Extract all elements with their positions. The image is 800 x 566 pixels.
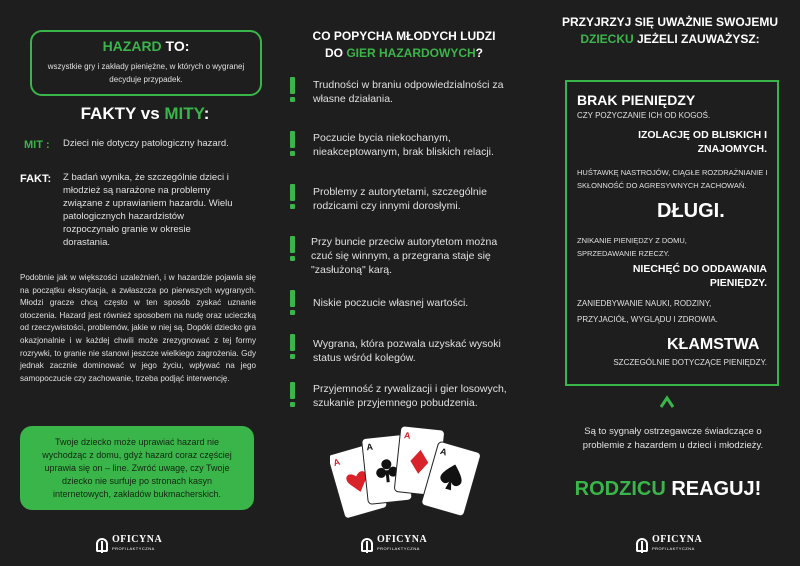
reason-item: Trudności w braniu odpowiedzialności za własne działania.	[313, 79, 504, 105]
online-gambling-text: Twoje dziecko może uprawiać hazard nie wychodząc z domu, gdyż hazard coraz częściej uprawia się on – line. Zwróć uwagę, czy Twoje dziecko nie surfuje po stronach kasyn internetowych, zakładów bukmacherskich.	[42, 437, 232, 499]
sign-no-money: BRAK PIENIĘDZY	[577, 92, 696, 108]
body-paragraph: Podobnie jak w większości uzależnień, i w hazardzie pojawia się na początku ekscytacja, a zwłaszcza po pierwszych wygranych. Młodzi gracze chcą często w ten sposób zyskać uznanie otoczenia. Hazard jest również sposobem na nudę oraz ucieczką od rzeczywistości, problemów, jakie w niej są. Dopóki dziecko gra okazjonalnie i w każdej chwili może zrezygnować z tej formy rozrywki, to granie nie stanowi jeszcze wielkiego zagrożenia. Gdy jednak zacznie dominować w jego życiu, wpływać na jego samopoczucie czy zachowanie, trzeba podjąć interwencję.	[20, 273, 256, 383]
reason-item: Problemy z autorytetami, szczególnie rodzicami czy innymi dorosłymi.	[313, 186, 487, 212]
svg-text:A: A	[439, 446, 449, 458]
sign-reluctance: NIECHĘĆ DO ODDAWANIA PIENIĘDZY.	[632, 263, 767, 289]
svg-text:A: A	[365, 441, 374, 453]
exclamation-icon	[287, 382, 297, 407]
online-gambling-box	[20, 426, 254, 510]
logo-right: OFICYNA PROFILAKTYCZNA	[636, 536, 702, 553]
right-title: PRZYJRZYJ SIĘ UWAŻNIE SWOJEMU DZIECKU JEŻELI ZAUWAŻYSZ:	[561, 15, 779, 46]
exclamation-icon	[287, 184, 297, 209]
hazard-definition-box	[30, 30, 262, 96]
fact-text: Z badań wynika, że szczególnie dzieci i młodzież są narażone na problemy związane z uprawianiem hazardu. Wielu patologicznych hazardzistów rozpoczynało granie w okresie dorastania.	[63, 172, 233, 248]
reason-item: Przyjemność z rywalizacji i gier losowych, szukanie przyjemnego pobudzenia.	[313, 383, 507, 409]
logo-middle: OFICYNA PROFILAKTYCZNA	[361, 536, 427, 553]
svg-text:A: A	[403, 430, 412, 441]
sign-isolation: IZOLACJĘ OD BLISKICH I ZNAJOMYCH.	[638, 129, 767, 155]
sign-lies-detail: SZCZEGÓLNIE DOTYCZĄCE PIENIĘDZY.	[613, 358, 767, 367]
exclamation-icon	[287, 236, 297, 261]
sign-debts: DŁUGI.	[657, 200, 725, 222]
reason-item: Przy buncie przeciw autorytetom można czuć się winnym, a przegrana staje się "zasłużoną" karą.	[311, 236, 498, 276]
sign-neglect: ZANIEDBYWANIE NAUKI, RODZINY, PRZYJACIÓŁ, WYGLĄDU I ZDROWIA.	[577, 299, 718, 324]
exclamation-icon	[287, 77, 297, 102]
facts-vs-myths-title: FAKTY vs MITY:	[80, 104, 210, 123]
sign-lies: KŁAMSTWA	[667, 336, 760, 353]
sign-no-money-detail: CZY POŻYCZANIE ICH OD KOGOŚ.	[577, 111, 711, 120]
hazard-definition-text: wszystkie gry i zakłady pieniężne, w których o wygranej decyduje przypadek.	[47, 62, 245, 84]
parent-react-headline: RODZICU REAGUJ!	[574, 478, 762, 500]
logo-icon	[361, 538, 373, 552]
warning-signs-box	[565, 80, 779, 386]
reason-item: Poczucie bycia niekochanym, nieakceptowanym, brak bliskich relacji.	[313, 132, 494, 158]
svg-text:A: A	[332, 456, 342, 469]
myth-label: MIT :	[24, 139, 50, 151]
warning-signals-text: Są to sygnały ostrzegawcze świadczące o problemie z hazardem u dzieci i młodzieży.	[582, 426, 764, 451]
playing-cards-icon	[330, 420, 480, 530]
chevron-up-icon	[660, 395, 674, 409]
exclamation-icon	[287, 334, 297, 359]
myth-text: Dzieci nie dotyczy patologiczny hazard.	[63, 138, 229, 149]
sign-mood-swings: HUŚTAWKĘ NASTROJÓW, CIĄGŁE ROZDRAŻNIANIE I SKŁONNOŚĆ DO AGRESYWNYCH ZACHOWAŃ.	[577, 168, 768, 190]
exclamation-icon	[287, 290, 297, 315]
exclamation-icon	[287, 131, 297, 156]
reason-item: Wygrana, która pozwala uzyskać wysoki status wśród kolegów.	[313, 338, 501, 364]
logo-left: OFICYNA PROFILAKTYCZNA	[96, 536, 162, 553]
logo-icon	[96, 538, 108, 552]
hazard-title: HAZARD TO:	[102, 38, 190, 54]
middle-title: CO POPYCHA MŁODYCH LUDZI DO GIER HAZARDOWYCH?	[312, 29, 496, 60]
fact-label: FAKT:	[20, 173, 52, 185]
logo-icon	[636, 538, 648, 552]
sign-missing-money: ZNIKANIE PIENIĘDZY Z DOMU, SPRZEDAWANIE RZECZY.	[577, 236, 687, 258]
reason-item: Niskie poczucie własnej wartości.	[313, 297, 469, 309]
